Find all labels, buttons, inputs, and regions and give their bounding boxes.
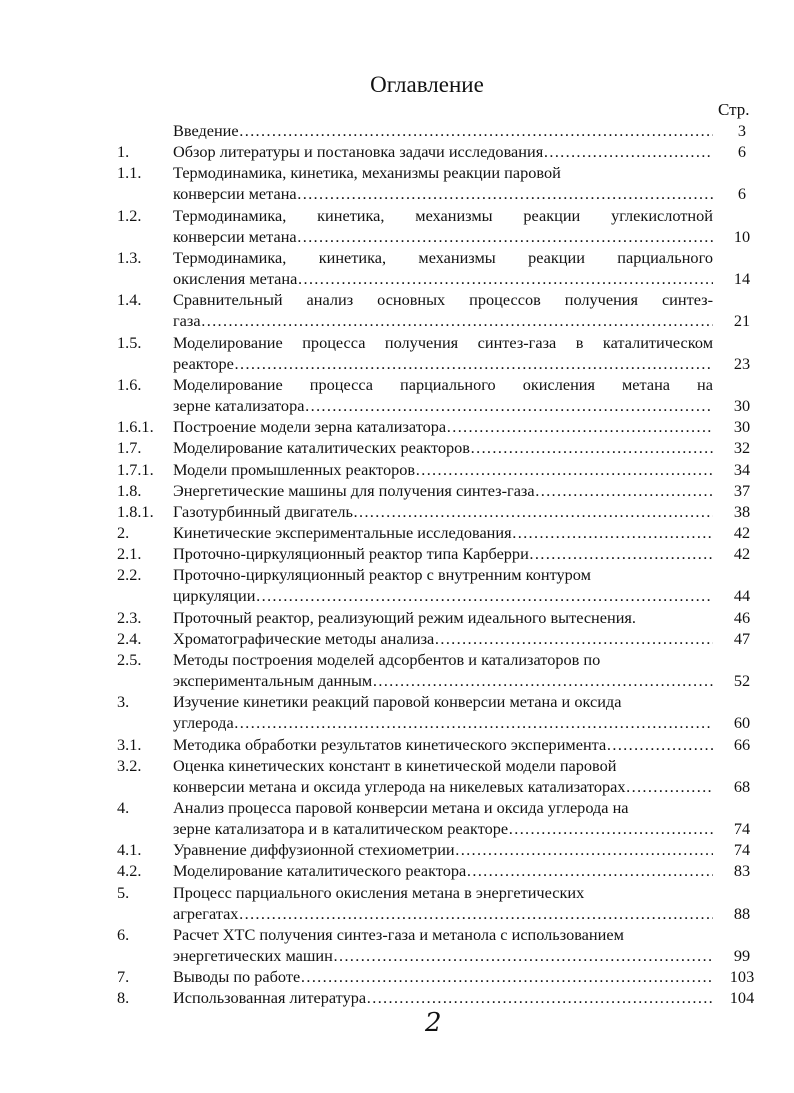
dot-leader	[466, 860, 713, 881]
dot-leader	[434, 628, 713, 649]
handwritten-page-number: 2	[425, 1008, 442, 1038]
toc-entry-title: Моделирование каталитического реактора	[173, 861, 467, 881]
page-title: Оглавление	[370, 72, 484, 97]
toc-entry-title: газа	[173, 311, 201, 331]
toc-entry-title: зерне катализатора	[173, 396, 305, 416]
toc-entry-title: энергетических машин	[173, 946, 333, 966]
toc-entry-title: циркуляции	[173, 586, 256, 606]
dot-leader	[234, 712, 713, 733]
toc-entry-number: 1.5.	[117, 332, 142, 352]
toc-entry-title: зерне катализатора и в каталитическом реакторе	[173, 819, 509, 839]
toc-entry-title: экспериментальным данным	[173, 671, 373, 691]
toc-entry-title: Моделирование процесса парциального окисления метана на	[173, 374, 713, 394]
table-of-contents	[117, 120, 767, 1009]
toc-entry-title: реакторе	[173, 353, 234, 373]
toc-entry	[117, 522, 767, 543]
toc-entry-page: 66	[733, 734, 751, 754]
toc-entry-title: Моделирование процесса получения синтез-газа в каталитическом	[173, 332, 713, 352]
toc-entry-number: 1.8.1.	[117, 501, 154, 521]
toc-entry-number: 1.8.	[117, 480, 142, 500]
dot-leader	[535, 480, 713, 501]
toc-entry-title: Уравнение диффузионной стехиометрии	[173, 840, 455, 860]
dot-leader	[255, 585, 713, 606]
dot-leader	[297, 268, 713, 289]
toc-entry-page: 46	[733, 607, 751, 627]
toc-entry-title: конверсии метана и оксида углерода на никелевых катализаторах	[173, 776, 626, 796]
toc-entry-number: 2.4.	[117, 628, 142, 648]
toc-entry-number: 1.7.1.	[117, 459, 154, 479]
toc-entry-number: 4.	[117, 798, 130, 817]
toc-entry-title: Термодинамика, кинетика, механизмы реакции углекислотной	[173, 205, 713, 225]
dot-leader	[372, 670, 713, 691]
toc-entry-title: окисления метана	[173, 269, 298, 289]
page-column-label: Стр.	[718, 100, 750, 119]
toc-entry-page: 34	[733, 459, 751, 479]
dot-leader	[333, 945, 713, 966]
toc-entry	[117, 734, 767, 755]
dot-leader	[508, 818, 713, 839]
toc-entry-number: 3.2.	[117, 755, 142, 775]
dot-leader	[470, 437, 713, 458]
toc-entry-page: 103	[729, 967, 755, 987]
toc-entry-title: Хроматографические методы анализа	[173, 628, 435, 648]
toc-entry	[117, 882, 767, 924]
toc-entry-number: 1.6.1.	[117, 417, 154, 437]
toc-entry-page: 42	[733, 544, 751, 564]
dot-leader	[529, 543, 713, 564]
toc-entry-title: Анализ процесса паровой конверсии метана и оксида углерода на	[173, 798, 629, 817]
toc-entry	[117, 797, 767, 839]
toc-entry-title: агрегатах	[173, 903, 239, 923]
toc-entry-number: 1.1.	[117, 163, 142, 183]
dot-leader	[304, 395, 713, 416]
toc-entry	[117, 860, 767, 881]
toc-entry-page: 21	[733, 311, 751, 331]
dot-leader	[297, 183, 713, 204]
dot-leader	[626, 776, 713, 797]
toc-entry-page: 3	[737, 121, 747, 140]
toc-entry-number: 5.	[117, 882, 130, 902]
toc-entry	[117, 987, 767, 1008]
toc-entry-number: 4.2.	[117, 861, 142, 881]
dot-leader	[366, 987, 713, 1008]
toc-entry-page: 44	[733, 586, 751, 606]
toc-entry-title: Проточно-циркуляционный реактор с внутренним контуром	[173, 565, 591, 585]
toc-entry-page: 47	[733, 628, 751, 648]
toc-entry-number: 2.3.	[117, 607, 142, 627]
toc-entry-number: 1.4.	[117, 290, 142, 310]
dot-leader	[543, 141, 713, 162]
toc-entry	[117, 924, 767, 966]
toc-entry-number: 1.6.	[117, 374, 142, 394]
toc-entry	[117, 839, 767, 860]
toc-entry-page: 99	[733, 946, 751, 966]
dot-leader	[455, 839, 713, 860]
toc-entry-number: 2.5.	[117, 649, 142, 669]
dot-leader	[606, 734, 713, 755]
toc-entry-title: Выводы по работе	[173, 967, 301, 987]
toc-entry	[117, 162, 767, 204]
toc-entry	[117, 691, 767, 733]
toc-entry-title: Проточный реактор, реализующий режим идеального вытеснения.	[173, 607, 636, 627]
toc-entry	[117, 966, 767, 987]
dot-leader	[234, 353, 713, 374]
toc-entry-page: 37	[733, 480, 751, 500]
toc-entry-title: Изучение кинетики реакций паровой конверсии метана и оксида	[173, 692, 622, 712]
toc-entry-number: 3.	[117, 692, 130, 712]
toc-entry-title: Расчет ХТС получения синтез-газа и метанола с использованием	[173, 924, 624, 944]
toc-entry-title: Процесс парциального окисления метана в энергетических	[173, 882, 585, 902]
dot-leader	[297, 226, 713, 247]
toc-entry	[117, 459, 767, 480]
toc-entry-page: 74	[733, 840, 751, 860]
toc-entry	[117, 480, 767, 501]
toc-entry	[117, 755, 767, 797]
toc-entry	[117, 543, 767, 564]
toc-entry-title: конверсии метана	[173, 184, 297, 204]
toc-entry-title: углерода	[173, 713, 234, 733]
toc-entry-page: 38	[733, 501, 751, 521]
toc-entry	[117, 607, 767, 628]
toc-entry	[117, 501, 767, 522]
dot-leader	[353, 501, 713, 522]
toc-entry	[117, 332, 767, 374]
dot-leader	[239, 120, 713, 141]
toc-entry-page: 88	[733, 903, 751, 923]
toc-entry-title: Термодинамика, кинетика, механизмы реакции парциального	[173, 247, 713, 267]
toc-entry	[117, 141, 767, 162]
toc-entry-page: 42	[733, 522, 751, 542]
toc-entry-page: 10	[733, 226, 751, 246]
toc-entry-number: 6.	[117, 924, 130, 944]
dot-leader	[446, 416, 713, 437]
toc-entry-title: Кинетические экспериментальные исследования	[173, 522, 512, 542]
toc-entry-page: 14	[733, 269, 751, 289]
toc-entry	[117, 247, 767, 289]
toc-entry	[117, 120, 767, 141]
toc-entry-number: 1.3.	[117, 247, 142, 267]
toc-entry	[117, 205, 767, 247]
toc-entry-page: 6	[737, 142, 747, 162]
toc-entry	[117, 628, 767, 649]
toc-entry-title: Газотурбинный двигатель	[173, 501, 353, 521]
toc-entry-page: 30	[733, 396, 751, 416]
toc-entry-page: 104	[729, 988, 755, 1008]
toc-entry-number: 4.1.	[117, 840, 142, 860]
toc-entry-title: Обзор литературы и постановка задачи исследования	[173, 142, 544, 162]
toc-entry-number: 8.	[117, 988, 130, 1008]
toc-entry-title: Введение	[173, 121, 239, 140]
toc-entry-title: Проточно-циркуляционный реактор типа Карберри	[173, 544, 529, 564]
toc-entry	[117, 437, 767, 458]
dot-leader	[512, 522, 713, 543]
dot-leader	[238, 903, 713, 924]
toc-entry-title: Методика обработки результатов кинетического эксперимента	[173, 734, 607, 754]
toc-entry-number: 2.1.	[117, 544, 142, 564]
toc-entry-title: Моделирование каталитических реакторов	[173, 438, 470, 458]
toc-entry-number: 2.	[117, 522, 130, 542]
toc-entry-number: 1.7.	[117, 438, 142, 458]
dot-leader	[300, 966, 713, 987]
toc-entry	[117, 416, 767, 437]
toc-entry-page: 52	[733, 671, 751, 691]
toc-entry-title: конверсии метана	[173, 226, 297, 246]
toc-entry-title: Термодинамика, кинетика, механизмы реакции паровой	[173, 163, 561, 183]
toc-entry-page: 74	[733, 819, 751, 839]
toc-entry	[117, 289, 767, 331]
toc-entry-page: 23	[733, 353, 751, 373]
dot-leader	[201, 310, 713, 331]
toc-entry-page: 83	[733, 861, 751, 881]
toc-entry	[117, 564, 767, 606]
toc-entry-page: 30	[733, 417, 751, 437]
toc-entry-title: Методы построения моделей адсорбентов и катализаторов по	[173, 649, 601, 669]
toc-entry	[117, 649, 767, 691]
toc-entry-title: Сравнительный анализ основных процессов получения синтез-	[173, 290, 713, 310]
toc-entry-title: Модели промышленных реакторов	[173, 459, 416, 479]
toc-entry-title: Энергетические машины для получения синтез-газа	[173, 480, 535, 500]
toc-entry-number: 7.	[117, 967, 130, 987]
toc-entry-title: Использованная литература	[173, 988, 367, 1008]
toc-entry-number: 2.2.	[117, 565, 142, 585]
toc-entry-page: 32	[733, 438, 751, 458]
toc-entry-number: 3.1.	[117, 734, 142, 754]
toc-entry	[117, 374, 767, 416]
toc-entry-number: 1.2.	[117, 205, 142, 225]
toc-entry-page: 68	[733, 776, 751, 796]
toc-entry-title: Построение модели зерна катализатора	[173, 417, 447, 437]
dot-leader	[415, 459, 713, 480]
toc-entry-page: 6	[737, 184, 747, 204]
toc-entry-page: 60	[733, 713, 751, 733]
toc-entry-number: 1.	[117, 142, 130, 162]
toc-entry-title: Оценка кинетических констант в кинетической модели паровой	[173, 755, 617, 775]
